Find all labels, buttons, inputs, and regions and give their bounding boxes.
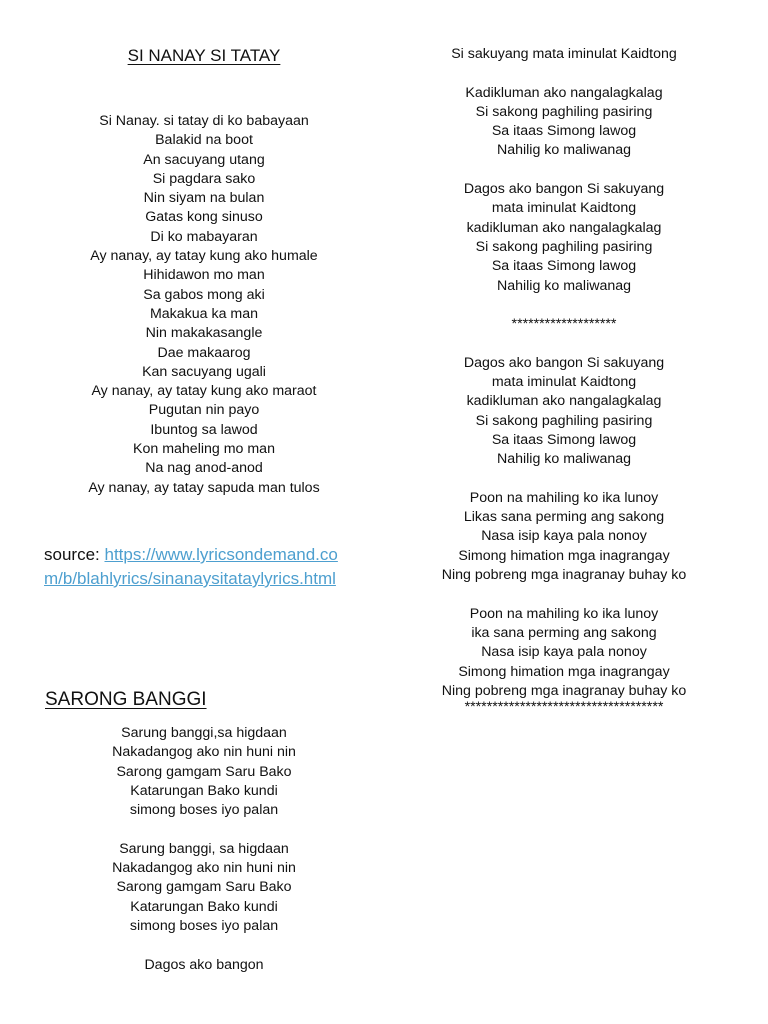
lyric-line: An sacuyang utang <box>143 151 265 168</box>
lyric-line: Sarong gamgam Saru Bako <box>116 879 292 896</box>
lyric-line: Hihidawon mo man <box>143 267 265 284</box>
lyric-line: Kan sacuyang ugali <box>142 363 266 380</box>
lyric-line: Di ko mabayaran <box>150 228 258 245</box>
lyric-line: Na nag anod-anod <box>145 460 263 477</box>
lyric-line: mata iminulat Kaidtong <box>491 374 637 391</box>
lyric-line: Simong himation mga inagrangay <box>458 663 670 680</box>
lyric-line: Dae makaarog <box>157 344 251 361</box>
lyric-line: Si sakong paghiling pasiring <box>475 238 653 255</box>
lyric-line: Balakid na boot <box>155 132 253 149</box>
song2-lyrics <box>0 724 408 975</box>
song2-continued <box>420 45 708 716</box>
lyric-line: Ning pobreng mga inagranay buhay ko <box>441 567 687 584</box>
separator: ************************************ <box>464 699 664 716</box>
lyric-line: Ibuntog sa lawod <box>150 421 258 438</box>
lyric-line: Sa itaas Simong lawog <box>491 123 637 140</box>
lyric-line: Kadikluman ako nangalagkalag <box>465 84 663 101</box>
song1-lyrics <box>0 112 408 498</box>
lyric-line: Si sakong paghiling pasiring <box>475 412 653 429</box>
source-link[interactable]: https://www.lyricsondemand.co m/b/blahlyrics/sinanaysitataylyrics.html <box>44 545 338 588</box>
lyric-line: Nin siyam na bulan <box>143 190 265 207</box>
lyric-line: Ay nanay, ay tatay sapuda man tulos <box>88 479 320 496</box>
lyric-line: Likas sana perming ang sakong <box>463 509 665 526</box>
lyric-line: Sa gabos mong aki <box>143 286 265 303</box>
lyric-line: Katarungan Bako kundi <box>130 898 278 915</box>
source-citation <box>44 543 374 591</box>
song2-title: SARONG BANGGI <box>45 689 207 710</box>
lyric-line: Dagos ako bangon <box>144 956 264 973</box>
lyric-line: kadikluman ako nangalagkalag <box>466 393 662 410</box>
separator: ******************* <box>511 316 617 333</box>
lyric-line: Katarungan Bako kundi <box>130 782 278 799</box>
lyric-line: Nakadangog ako nin huni nin <box>112 744 296 761</box>
lyric-line: Ay nanay, ay tatay kung ako maraot <box>91 383 317 400</box>
lyric-line: Simong himation mga inagrangay <box>458 547 670 564</box>
lyric-line: Ay nanay, ay tatay kung ako humale <box>90 248 318 265</box>
lyric-line: mata iminulat Kaidtong <box>491 200 637 217</box>
lyric-line: simong boses iyo palan <box>129 802 279 819</box>
lyric-line: Dagos ako bangon Si sakuyang <box>463 181 665 198</box>
lyric-line: kadikluman ako nangalagkalag <box>466 219 662 236</box>
lyric-line: Si pagdara sako <box>152 170 256 187</box>
lyric-line: Sarung banggi,sa higdaan <box>121 725 287 741</box>
lyric-line: Poon na mahiling ko ika lunoy <box>469 605 659 622</box>
lyric-line: Dagos ako bangon Si sakuyang <box>463 354 665 371</box>
lyric-line: Nin makakasangle <box>145 325 263 342</box>
lyric-line: ika sana perming ang sakong <box>471 624 657 641</box>
lyric-line: Si Nanay. si tatay di ko babayaan <box>99 113 309 129</box>
lyric-line: Sa itaas Simong lawog <box>491 431 637 448</box>
lyric-line: simong boses iyo palan <box>129 917 279 934</box>
lyric-line: Ning pobreng mga inagranay buhay ko <box>441 682 687 699</box>
lyric-line: Sarong gamgam Saru Bako <box>116 763 292 780</box>
lyric-line: Nakadangog ako nin huni nin <box>112 860 296 877</box>
lyric-line: Sarung banggi, sa higdaan <box>119 840 289 857</box>
lyric-line: Nasa isip kaya pala nonoy <box>481 528 647 545</box>
lyric-line: Poon na mahiling ko ika lunoy <box>469 489 659 506</box>
lyric-line: Nahilig ko maliwanag <box>496 142 632 159</box>
source-label: source: <box>44 545 100 564</box>
lyric-line: Gatas kong sinuso <box>145 209 263 226</box>
lyric-line: Makakua ka man <box>149 305 259 322</box>
lyric-line: Nasa isip kaya pala nonoy <box>481 644 647 661</box>
lyric-line: Pugutan nin payo <box>148 402 260 419</box>
lyric-line: Si sakuyang mata iminulat Kaidtong <box>451 46 677 62</box>
lyric-line: Si sakong paghiling pasiring <box>475 103 653 120</box>
lyric-line: Sa itaas Simong lawog <box>491 258 637 275</box>
lyric-line: Kon maheling mo man <box>133 441 275 458</box>
lyric-line: Nahilig ko maliwanag <box>496 451 632 468</box>
lyric-line: Nahilig ko maliwanag <box>496 277 632 294</box>
song1-title: SI NANAY SI TATAY <box>127 46 281 65</box>
